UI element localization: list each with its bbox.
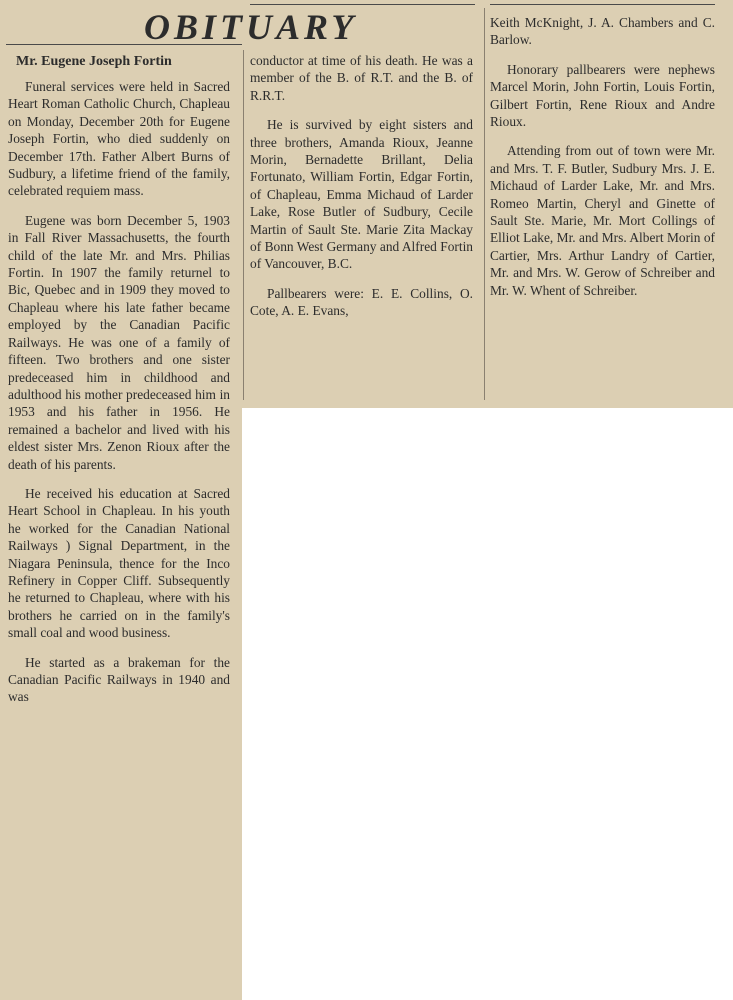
col2-top-rule bbox=[250, 4, 475, 5]
obituary-heading: OBITUARY bbox=[144, 7, 358, 47]
col3-top-rule bbox=[490, 4, 715, 5]
paragraph-education: He received his education at Sacred Heart School in Chapleau. In his youth he worked for the Canadian National Railways ) Signal Department, in the Niagara Peninsula, thence for the Inco Refinery in Copper Cliff. Subsequently he returned to Chapleau, where with his brothers he carried on in the family's small coal and wood business. bbox=[8, 485, 230, 641]
paragraph-birth: Eugene was born December 5, 1903 in Fall River Massachusetts, the fourth child of the late Mr. and Mrs. Philias Fortin. In 1907 the family returnel to Bic, Quebec and in 1909 they moved to Chapleau where his late father became employed by the Canadian Pacific Railways. He was one of a family of fifteen. Two brothers and one sister predeceased him in childhood and adulthood his mother predeceased him in 1953 and his father in 1956. He remained a bachelor and lived with his eldest sister Mrs. Zenon Rioux after the death of his parents. bbox=[8, 212, 230, 472]
column-3 bbox=[490, 14, 715, 311]
paragraph-career: He started as a brakeman for the Canadian Pacific Railways in 1940 and was bbox=[8, 654, 230, 705]
paragraph-pallbearers-cont: Keith McKnight, J. A. Chambers and C. Barlow. bbox=[490, 15, 715, 48]
paragraph-career-cont: conductor at time of his death. He was a member of the B. of R.T. and the B. of R.R.T. bbox=[250, 53, 473, 103]
column-divider-2 bbox=[484, 8, 485, 400]
paragraph-attendees: Attending from out of town were Mr. and Mrs. T. F. Butler, Sudbury Mrs. J. E. Michaud of Larder Lake, Mr. and Mrs. Romeo Martin, Cheryl and Ginette of Sault Ste. Marie, Mr. Mort Collings of Elliot Lake, Mr. and Mrs. Albert Morin of Cartier, Mrs. Arthur Landry of Cartier, Mr. and Mrs. W. Gerow of Schreiber and Mr. W. Whent of Schreiber. bbox=[490, 143, 715, 298]
column-2 bbox=[250, 52, 473, 332]
column-divider-1 bbox=[243, 50, 244, 400]
paragraph-funeral: Funeral services were held in Sacred Heart Roman Catholic Church, Chapleau on Monday, December 20th for Eugene Joseph Fortin, who died suddenly on December 17th. Father Albert Burns of Sudbury, a lifetime friend of the family, celebrated requiem mass. bbox=[8, 79, 230, 199]
column-1 bbox=[8, 78, 230, 718]
deceased-name: Mr. Eugene Joseph Fortin bbox=[16, 54, 172, 69]
paragraph-pallbearers: Pallbearers were: E. E. Collins, O. Cote, A. E. Evans, bbox=[250, 285, 473, 319]
paragraph-survivors: He is survived by eight sisters and three brothers, Amanda Rioux, Jeanne Morin, Bernadette Brillant, Delia Fortunato, William Fortin, Edgar Fortin, of Chapleau, Emma Michaud of Larder Lake, Rose Butler of Sudbury, Cecile Martin of Sault Ste. Marie Zita Mackay of Bonn West Germany and Alfred Fortin of Vancouver, B.C. bbox=[250, 117, 473, 272]
paragraph-honorary-pallbearers: Honorary pallbearers were nephews Marcel Morin, John Fortin, Louis Fortin, Gilbert Fortin, Rene Rioux and Andre Rioux. bbox=[490, 61, 715, 130]
